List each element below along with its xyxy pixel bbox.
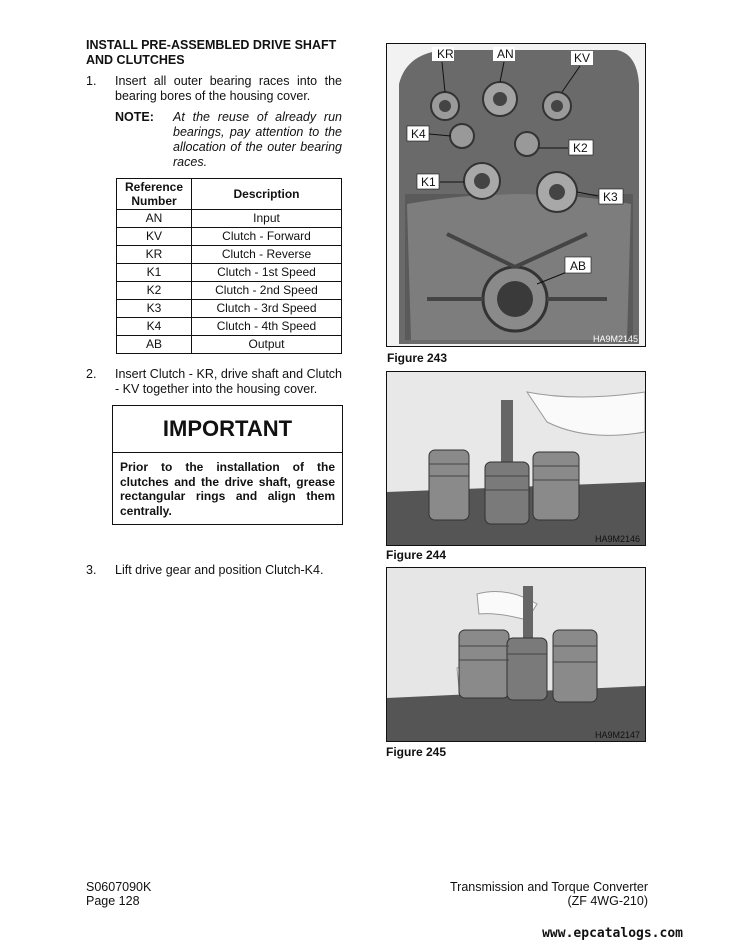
note-text: At the reuse of already run bearings, pay attention to the allocation of the outer bearing races. bbox=[173, 110, 342, 169]
table-row bbox=[117, 264, 342, 282]
step-2-number: 2. bbox=[86, 367, 97, 381]
table-cell-desc: Clutch - Reverse bbox=[192, 246, 342, 264]
table-header-description: Description bbox=[192, 179, 342, 210]
callout-k4: K4 bbox=[411, 127, 426, 141]
callout-k3: K3 bbox=[603, 190, 618, 204]
figure-243-code: HA9M2145 bbox=[593, 334, 639, 344]
table-cell-ref: KV bbox=[117, 228, 192, 246]
callout-k2: K2 bbox=[573, 141, 588, 155]
figure-244-caption: Figure 244 bbox=[386, 548, 447, 562]
step-1-text: Insert all outer bearing races into the bearing bores of the housing cover. bbox=[115, 74, 342, 103]
table-row bbox=[117, 336, 342, 354]
figure-245-image bbox=[386, 567, 646, 742]
watermark: www.epcatalogs.com bbox=[542, 926, 683, 941]
figure-244-code: HA9M2146 bbox=[595, 534, 641, 544]
table-cell-ref: AN bbox=[117, 210, 192, 228]
figure-245-caption: Figure 245 bbox=[386, 745, 447, 759]
important-box bbox=[112, 405, 343, 525]
table-cell-desc: Clutch - Forward bbox=[192, 228, 342, 246]
footer-title-line2: (ZF 4WG-210) bbox=[567, 894, 648, 908]
table-row bbox=[117, 318, 342, 336]
figure-245-code: HA9M2147 bbox=[595, 730, 641, 740]
table-row bbox=[117, 282, 342, 300]
table-row bbox=[117, 210, 342, 228]
footer-page-number: Page 128 bbox=[86, 894, 140, 908]
callout-an: AN bbox=[497, 47, 514, 61]
table-cell-ref: K4 bbox=[117, 318, 192, 336]
table-cell-ref: K3 bbox=[117, 300, 192, 318]
footer-title-line1: Transmission and Torque Converter bbox=[449, 880, 648, 894]
table-cell-desc: Input bbox=[192, 210, 342, 228]
figure-244-image bbox=[386, 371, 646, 546]
important-title: IMPORTANT bbox=[113, 406, 342, 453]
reference-table bbox=[116, 178, 342, 354]
table-cell-ref: K1 bbox=[117, 264, 192, 282]
callout-k1: K1 bbox=[421, 175, 436, 189]
note-label: NOTE: bbox=[115, 110, 154, 124]
table-cell-desc: Clutch - 3rd Speed bbox=[192, 300, 342, 318]
table-cell-desc: Output bbox=[192, 336, 342, 354]
table-cell-ref: AB bbox=[117, 336, 192, 354]
table-cell-desc: Clutch - 1st Speed bbox=[192, 264, 342, 282]
step-3-text: Lift drive gear and position Clutch-K4. bbox=[115, 563, 324, 577]
callout-kr: KR bbox=[437, 47, 454, 61]
step-3-number: 3. bbox=[86, 563, 97, 577]
figure-243-caption: Figure 243 bbox=[387, 351, 448, 365]
table-header-row bbox=[117, 179, 342, 210]
table-row bbox=[117, 300, 342, 318]
table-header-reference: Reference Number bbox=[117, 179, 192, 210]
table-cell-desc: Clutch - 2nd Speed bbox=[192, 282, 342, 300]
step-2-text: Insert Clutch - KR, drive shaft and Clutch - KV together into the housing cover. bbox=[115, 367, 342, 396]
footer-doc-number: S0607090K bbox=[86, 880, 152, 894]
step-1-number: 1. bbox=[86, 74, 97, 88]
important-text: Prior to the installation of the clutches and the drive shaft, grease rectangular rings and align them centrally. bbox=[120, 460, 335, 518]
table-row bbox=[117, 246, 342, 264]
callout-ab: AB bbox=[570, 259, 587, 273]
callout-kv: KV bbox=[574, 51, 591, 65]
table-cell-ref: KR bbox=[117, 246, 192, 264]
section-title: INSTALL PRE-ASSEMBLED DRIVE SHAFT AND CLUTCHES bbox=[86, 38, 337, 67]
figure-243-image bbox=[386, 43, 646, 347]
table-row bbox=[117, 228, 342, 246]
table-cell-desc: Clutch - 4th Speed bbox=[192, 318, 342, 336]
table-cell-ref: K2 bbox=[117, 282, 192, 300]
